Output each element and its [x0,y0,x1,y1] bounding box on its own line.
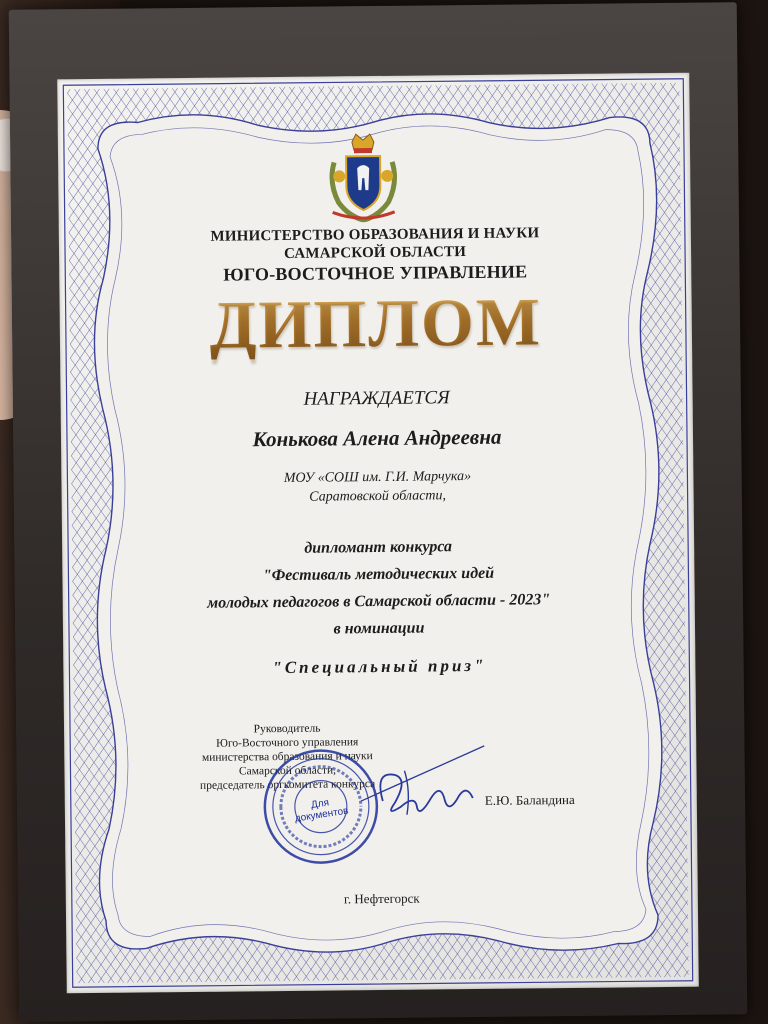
diploma-sheet [57,73,699,994]
contest-line-2: "Фестиваль методических идей [262,564,495,585]
signer-line-2: Юго-Восточного управления [216,736,359,750]
signer-line-4: Самарской области, [238,764,337,778]
signer-fio: Е.Ю. Баландина [484,791,575,808]
signer-line-3: министерства образования и науки [201,750,373,764]
recipient-school [61,465,693,510]
school-line-1: МОУ «СОШ им. Г.И. Марчука» [283,469,472,486]
ministry-line-1: МИНИСТЕРСТВО ОБРАЗОВАНИЯ И НАУКИ [210,225,540,245]
ministry-line-2: САМАРСКОЙ ОБЛАСТИ [283,244,467,262]
contest-line-1: дипломант конкурса [304,538,453,557]
ministry-line-3: ЮГО-ВОСТОЧНОЕ УПРАВЛЕНИЕ [223,261,528,285]
city: г. Нефтегорск [343,890,420,907]
ministry-header [59,223,692,288]
awarded-label: НАГРАЖДАЕТСЯ [303,387,450,410]
school-line-2: Саратовской области, [309,488,447,505]
handwritten-signature-icon [354,740,495,831]
contest-line-4: в номинации [333,619,425,638]
recipient-name: Конькова Алена Андреевна [252,424,502,452]
contest-line-3: молодых педагогов в Самарской области - 2023" [207,591,551,612]
diploma-title: ДИПЛОМ [59,285,692,362]
contest-description [62,531,695,646]
samara-coat-of-arms-icon [324,132,403,223]
signer-line-1: Руководитель [253,722,321,736]
diploma-content [57,73,699,994]
signer-line-5: председатель оргкомитета конкурса [199,778,376,792]
stamp-text: Для документов [294,797,350,825]
nomination-title: "Специальный приз" [272,655,487,678]
